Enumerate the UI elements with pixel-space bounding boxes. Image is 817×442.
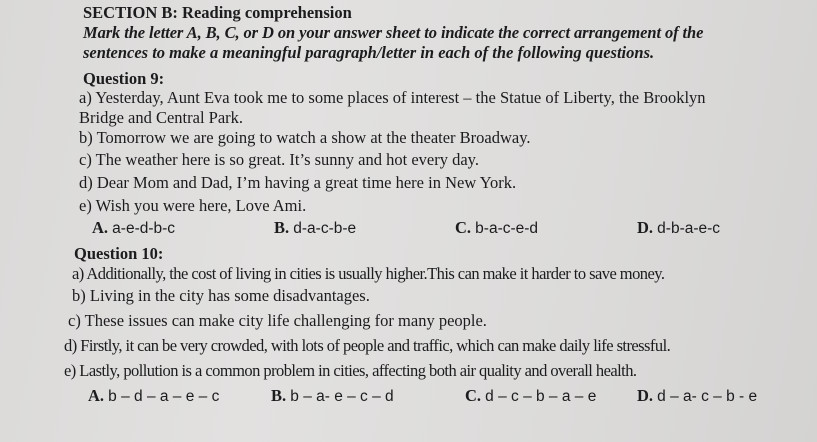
q10-option-c-letter: C. bbox=[465, 386, 482, 405]
q9-option-d-letter: D. bbox=[637, 218, 654, 237]
q9-option-b-letter: B. bbox=[274, 218, 290, 237]
q10-sentence-d: d) Firstly, it can be very crowded, with lots of people and traffic, which can make daily life stressful. bbox=[64, 336, 671, 355]
q10-option-a-letter: A. bbox=[88, 386, 105, 405]
q10-option-b-letter: B. bbox=[271, 386, 287, 405]
q10-sentence-c: c) These issues can make city life challenging for many people. bbox=[68, 311, 487, 330]
q10-option-d-letter: D. bbox=[637, 386, 654, 405]
q9-option-d[interactable] bbox=[637, 218, 720, 239]
q9-option-a[interactable] bbox=[92, 218, 175, 239]
q10-option-c[interactable] bbox=[465, 386, 596, 407]
q9-option-d-text: d-b-a-e-c bbox=[657, 220, 721, 237]
q9-sentence-e: e) Wish you were here, Love Ami. bbox=[79, 196, 307, 215]
question-9-title: Question 9: bbox=[83, 69, 165, 88]
q9-option-c-letter: C. bbox=[455, 218, 472, 237]
q9-sentence-c: c) The weather here is so great. It’s sunny and hot every day. bbox=[79, 150, 479, 169]
q10-option-b-text: b – a- e – c – d bbox=[290, 388, 394, 405]
q10-option-a[interactable] bbox=[88, 386, 219, 407]
q9-sentence-b: b) Tomorrow we are going to watch a show at the theater Broadway. bbox=[79, 128, 531, 147]
q10-option-c-text: d – c – b – a – e bbox=[485, 388, 597, 405]
instruction-line-1: Mark the letter A, B, C, or D on your answer sheet to indicate the correct arrangement of the bbox=[83, 23, 704, 42]
q10-sentence-e: e) Lastly, pollution is a common problem in cities, affecting both air quality and overall health. bbox=[64, 361, 637, 380]
q10-option-b[interactable] bbox=[271, 386, 394, 407]
q9-sentence-d: d) Dear Mom and Dad, I’m having a great time here in New York. bbox=[79, 173, 517, 192]
question-10-title: Question 10: bbox=[74, 244, 164, 263]
q9-option-c[interactable] bbox=[455, 218, 538, 239]
q9-sentence-a-line2: Bridge and Central Park. bbox=[79, 108, 244, 127]
q9-option-b[interactable] bbox=[274, 218, 356, 239]
section-title: SECTION B: Reading comprehension bbox=[83, 3, 352, 22]
q10-option-a-text: b – d – a – e – c bbox=[108, 388, 220, 405]
q9-option-a-text: a-e-d-b-c bbox=[112, 220, 176, 237]
q9-option-b-text: d-a-c-b-e bbox=[293, 220, 357, 237]
q10-option-d-text: d – a- c – b - e bbox=[657, 388, 758, 405]
q9-sentence-a-line1: a) Yesterday, Aunt Eva took me to some places of interest – the Statue of Liberty, the Brooklyn bbox=[79, 88, 706, 107]
instruction-line-2: sentences to make a meaningful paragraph/letter in each of the following questions. bbox=[83, 43, 655, 62]
q9-option-c-text: b-a-c-e-d bbox=[475, 220, 539, 237]
q9-option-a-letter: A. bbox=[92, 218, 109, 237]
q10-option-d[interactable] bbox=[637, 386, 757, 407]
q10-sentence-b: b) Living in the city has some disadvantages. bbox=[72, 286, 370, 305]
q10-sentence-a: a) Additionally, the cost of living in cities is usually higher.This can make it harder to save money. bbox=[72, 264, 665, 283]
